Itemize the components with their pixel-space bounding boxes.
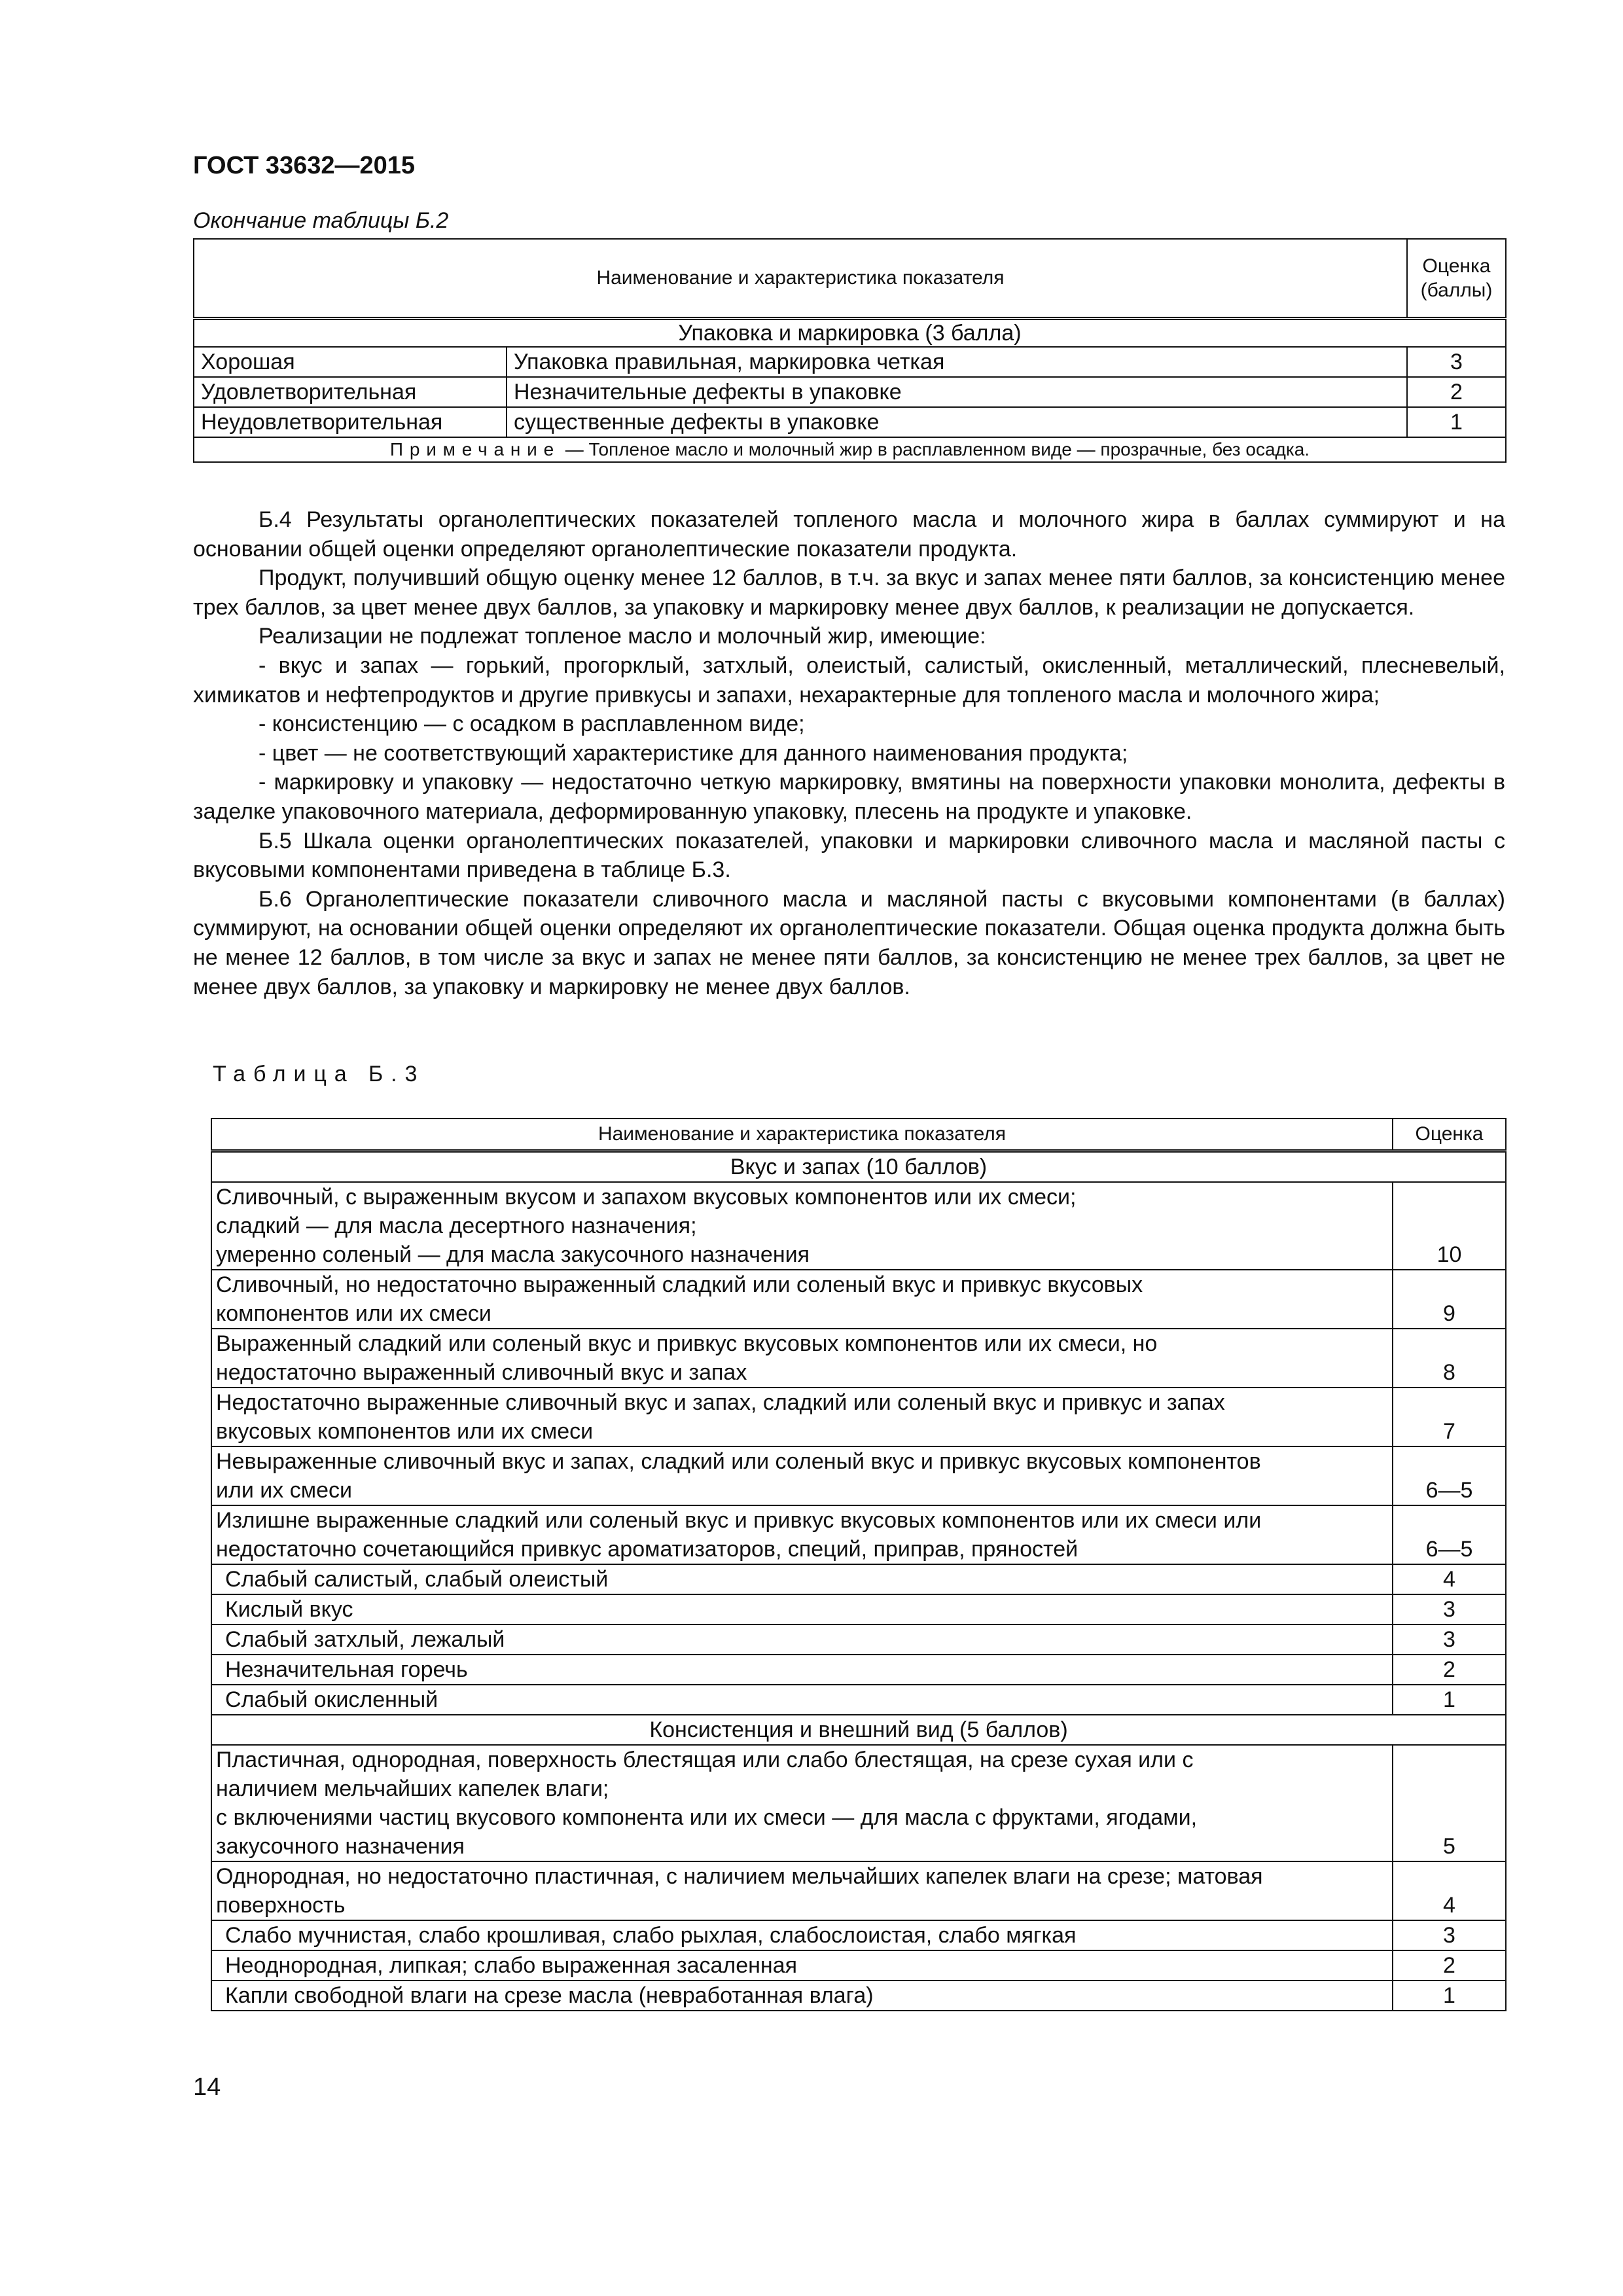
description-line: Недостаточно выраженные сливочный вкус и запах, сладкий или соленый вкус и привкус и запах <box>216 1390 1225 1415</box>
description-cell <box>211 1329 1393 1388</box>
page-number: 14 <box>193 2073 221 2101</box>
table-row <box>211 1182 1506 1270</box>
description-line: Выраженный сладкий или соленый вкус и привкус вкусовых компонентов или их смеси, но <box>216 1331 1158 1356</box>
description-line: Слабый затхлый, лежалый <box>225 1627 505 1652</box>
description-line: Слабый окисленный <box>225 1687 438 1712</box>
description-cell: существенные дефекты в упаковке <box>507 407 1407 437</box>
table-row <box>211 1594 1506 1624</box>
column-header-name: Наименование и характеристика показателя <box>211 1119 1393 1151</box>
description-cell <box>211 1624 1393 1655</box>
description-cell: Упаковка правильная, маркировка четкая <box>507 347 1407 377</box>
paragraph: Б.4 Результаты органолептических показателей топленого масла и молочного жира в баллах суммируют и на основании общей оценки определяют органолептические показатели продукта. <box>193 507 1505 562</box>
table-b3 <box>211 1118 1507 2011</box>
score-cell: 6—5 <box>1393 1505 1506 1564</box>
description-line: Неоднородная, липкая; слабо выраженная засаленная <box>225 1953 798 1978</box>
description-line: Сливочный, с выраженным вкусом и запахом вкусовых компонентов или их смеси; <box>216 1185 1077 1210</box>
score-cell: 2 <box>1393 1655 1506 1685</box>
note-label: Примечание <box>389 439 560 459</box>
column-header-name: Наименование и характеристика показателя <box>194 239 1407 319</box>
description-line: Кислый вкус <box>225 1597 353 1622</box>
table-row <box>211 1950 1506 1981</box>
description-line: Капли свободной влаги на срезе масла (невработанная влага) <box>225 1983 874 2008</box>
score-cell: 4 <box>1393 1564 1506 1594</box>
score-cell: 3 <box>1393 1920 1506 1950</box>
table-row <box>211 1685 1506 1715</box>
score-cell: 1 <box>1393 1685 1506 1715</box>
table-row <box>211 1745 1506 1861</box>
description-cell <box>211 1388 1393 1446</box>
table-row <box>211 1270 1506 1329</box>
score-cell: 2 <box>1407 377 1506 407</box>
description-line: или их смеси <box>216 1478 352 1503</box>
score-cell: 1 <box>1407 407 1506 437</box>
description-cell <box>211 1745 1393 1861</box>
score-cell: 1 <box>1393 1981 1506 2011</box>
description-line: вкусовых компонентов или их смеси <box>216 1419 594 1444</box>
description-cell <box>211 1182 1393 1270</box>
section-title: Консистенция и внешний вид (5 баллов) <box>211 1715 1506 1745</box>
description-line: Излишне выраженные сладкий или соленый вкус и привкус вкусовых компонентов или их смеси или <box>216 1508 1262 1533</box>
score-cell: 8 <box>1393 1329 1506 1388</box>
grade-cell: Неудовлетворительная <box>194 407 507 437</box>
description-cell <box>211 1564 1393 1594</box>
description-line: умеренно соленый — для масла закусочного назначения <box>216 1242 810 1267</box>
description-line: наличием мельчайших капелек влаги; <box>216 1776 609 1801</box>
score-cell: 10 <box>1393 1182 1506 1270</box>
description-cell <box>211 1446 1393 1505</box>
table-row <box>211 1861 1506 1920</box>
description-line: Незначительная горечь <box>225 1657 468 1682</box>
table-row <box>211 1388 1506 1446</box>
table-b3-caption: Таблица Б.3 <box>213 1062 425 1086</box>
paragraph: - вкус и запах — горький, прогорклый, затхлый, олеистый, салистый, окисленный, металлический, плесневелый, химикатов и нефтепродуктов и другие привкусы и запахи, нехарактерные для топленого масла и молочного жира; <box>193 653 1505 708</box>
table-header-row <box>211 1119 1506 1151</box>
description-cell <box>211 1950 1393 1981</box>
score-cell: 4 <box>1393 1861 1506 1920</box>
paragraph: Б.6 Органолептические показатели сливочного масла и масляной пасты с вкусовыми компонентами (в баллах) суммируют, на основании общей оценки определяют их органолептические показатели. Общая оценка продукта должна быть не менее 12 баллов, в том числе за вкус и запах не менее пяти баллов, за консистенцию не менее трех баллов, за цвет не менее двух баллов, за упаковку и маркировку не менее двух баллов. <box>193 886 1505 999</box>
description-line: Однородная, но недостаточно пластичная, с наличием мельчайших капелек влаги на срезе; матовая <box>216 1864 1263 1889</box>
score-cell: 9 <box>1393 1270 1506 1329</box>
table-row <box>211 1981 1506 2011</box>
texture-rows <box>211 1745 1506 2011</box>
table-row <box>211 1564 1506 1594</box>
paragraph: - консистенцию — с осадком в расплавленном виде; <box>259 711 805 737</box>
table-row <box>211 1329 1506 1388</box>
description-cell: Незначительные дефекты в упаковке <box>507 377 1407 407</box>
paragraph: Б.5 Шкала оценки органолептических показателей, упаковки и маркировки сливочного масла и масляной пасты с вкусовыми компонентами приведена в таблице Б.3. <box>193 828 1505 883</box>
column-header-score: Оценка <box>1393 1119 1506 1151</box>
description-cell <box>211 1981 1393 2011</box>
paragraph: Реализации не подлежат топленое масло и молочный жир, имеющие: <box>259 624 986 649</box>
table-row <box>211 1920 1506 1950</box>
description-cell <box>211 1655 1393 1685</box>
document-title: ГОСТ 33632—2015 <box>193 152 416 179</box>
body-text <box>193 505 1505 1001</box>
score-cell: 3 <box>1407 347 1506 377</box>
table-note-row <box>194 437 1506 462</box>
table-note <box>194 437 1506 462</box>
description-line: поверхность <box>216 1893 346 1918</box>
description-cell <box>211 1685 1393 1715</box>
table-b2-end <box>193 238 1507 463</box>
grade-cell: Хорошая <box>194 347 507 377</box>
description-cell <box>211 1594 1393 1624</box>
description-line: Слабо мучнистая, слабо крошливая, слабо рыхлая, слабослоистая, слабо мягкая <box>225 1923 1077 1948</box>
score-cell: 2 <box>1393 1950 1506 1981</box>
description-cell <box>211 1270 1393 1329</box>
note-text: — Топленое масло и молочный жир в расплавленном виде — прозрачные, без осадка. <box>560 439 1310 459</box>
paragraph: - маркировку и упаковку — недостаточно четкую маркировку, вмятины на поверхности упаковки монолита, дефекты в заделке упаковочного материала, деформированную упаковку, плесень на продукте и упаковке. <box>193 770 1505 824</box>
score-cell: 3 <box>1393 1624 1506 1655</box>
section-title: Упаковка и маркировка (3 балла) <box>194 319 1506 348</box>
table-section-row <box>194 319 1506 348</box>
description-line: Пластичная, однородная, поверхность блестящая или слабо блестящая, на срезе сухая или с <box>216 1748 1194 1772</box>
score-cell: 5 <box>1393 1745 1506 1861</box>
table-row <box>211 1505 1506 1564</box>
table-row <box>194 407 1506 437</box>
description-line: недостаточно сочетающийся привкус ароматизаторов, специй, приправ, пряностей <box>216 1537 1079 1562</box>
description-line: недостаточно выраженный сливочный вкус и запах <box>216 1360 747 1385</box>
table-row <box>194 377 1506 407</box>
description-cell <box>211 1861 1393 1920</box>
description-line: закусочного назначения <box>216 1834 465 1859</box>
description-line: компонентов или их смеси <box>216 1301 491 1326</box>
description-line: Невыраженные сливочный вкус и запах, сладкий или соленый вкус и привкус вкусовых компонентов <box>216 1449 1261 1474</box>
column-header-score: Оценка (баллы) <box>1407 239 1506 319</box>
description-line: Слабый салистый, слабый олеистый <box>225 1567 609 1592</box>
description-line: сладкий — для масла десертного назначения; <box>216 1213 697 1238</box>
paragraph: - цвет — не соответствующий характеристике для данного наименования продукта; <box>259 740 1128 766</box>
grade-cell: Удовлетворительная <box>194 377 507 407</box>
table-continuation-caption: Окончание таблицы Б.2 <box>193 208 449 233</box>
score-cell: 6—5 <box>1393 1446 1506 1505</box>
table-row <box>211 1655 1506 1685</box>
description-line: с включениями частиц вкусового компонента или их смеси — для масла с фруктами, ягодами, <box>216 1805 1198 1830</box>
description-cell <box>211 1505 1393 1564</box>
table-row <box>194 347 1506 377</box>
table-row <box>211 1446 1506 1505</box>
table-section-row <box>211 1151 1506 1183</box>
score-cell: 7 <box>1393 1388 1506 1446</box>
table-section-row <box>211 1715 1506 1745</box>
taste-rows <box>211 1182 1506 1715</box>
table-header-row <box>194 239 1506 319</box>
section-title: Вкус и запах (10 баллов) <box>211 1151 1506 1183</box>
description-line: Сливочный, но недостаточно выраженный сладкий или соленый вкус и привкус вкусовых <box>216 1272 1143 1297</box>
score-cell: 3 <box>1393 1594 1506 1624</box>
description-cell <box>211 1920 1393 1950</box>
paragraph: Продукт, получивший общую оценку менее 12 баллов, в т.ч. за вкус и запах менее пяти баллов, за консистенцию менее трех баллов, за цвет менее двух баллов, за упаковку и маркировку менее двух баллов, к реализации не допускается. <box>193 565 1505 620</box>
table-row <box>211 1624 1506 1655</box>
